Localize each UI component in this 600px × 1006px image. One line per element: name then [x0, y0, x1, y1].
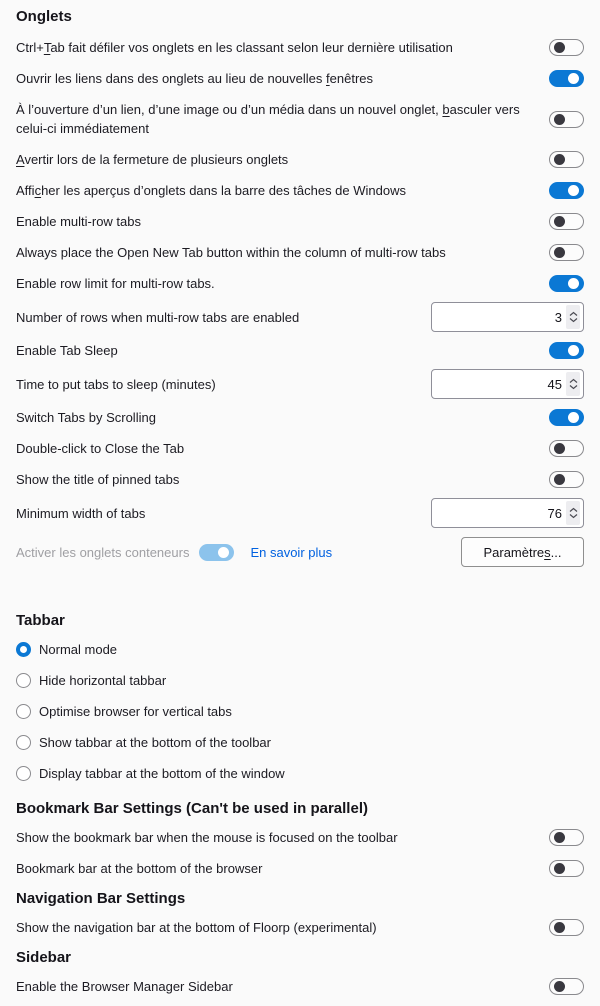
setting-row-switch-to-new-tab	[16, 100, 584, 138]
number-input-value: 3	[554, 309, 562, 325]
setting-label: Show the navigation bar at the bottom of Floorp (experimental)	[16, 920, 377, 935]
setting-row-tab-sleep	[16, 341, 584, 360]
setting-label: Number of rows when multi-row tabs are enabled	[16, 309, 300, 325]
setting-row-bookmark-bar-hover	[16, 828, 584, 847]
setting-row-ctrl-tab	[16, 38, 584, 57]
toggle-switch[interactable]	[549, 440, 584, 457]
setting-row-row-limit	[16, 274, 584, 293]
setting-row-warn-close-multiple	[16, 150, 584, 169]
setting-label: Switch Tabs by Scrolling	[16, 410, 156, 425]
setting-row-multirow-tabs	[16, 212, 584, 231]
radio-row-normal-mode	[16, 640, 584, 659]
toggle-knob	[554, 863, 565, 874]
setting-label: Enable Tab Sleep	[16, 343, 118, 358]
setting-label: À l’ouverture d’un lien, d’une image ou d’un média dans un nouvel onglet, basculer vers celui-ci immédiatement	[16, 102, 520, 136]
setting-label: Enable the Browser Manager Sidebar	[16, 979, 233, 994]
toggle-knob	[568, 73, 579, 84]
radio-button[interactable]	[16, 766, 31, 781]
radio-button[interactable]	[16, 735, 31, 750]
setting-label: Ctrl+Tab fait défiler vos onglets en les classant selon leur dernière utilisation	[16, 40, 453, 55]
toggle-knob	[554, 247, 565, 258]
container-tabs-label: Activer les onglets conteneurs	[16, 544, 190, 560]
section-title-navigation-bar: Navigation Bar Settings	[16, 890, 186, 907]
number-spinner[interactable]	[566, 305, 580, 329]
toggle-knob	[568, 278, 579, 289]
setting-row-container-tabs	[16, 537, 584, 567]
toggle-knob	[554, 922, 565, 933]
setting-row-open-links-in-tabs	[16, 69, 584, 88]
toggle-switch[interactable]	[549, 860, 584, 877]
setting-row-sleep-minutes	[16, 369, 584, 399]
toggle-switch[interactable]	[549, 213, 584, 230]
setting-label: Show the title of pinned tabs	[16, 472, 180, 487]
toggle-switch[interactable]	[549, 978, 584, 995]
toggle-knob	[554, 832, 565, 843]
setting-row-pinned-tab-title	[16, 470, 584, 489]
section-title-sidebar: Sidebar	[16, 949, 72, 966]
toggle-knob	[554, 443, 565, 454]
radio-row-hide-horizontal-tabbar	[16, 671, 584, 690]
setting-row-min-tab-width	[16, 498, 584, 528]
radio-label[interactable]: Hide horizontal tabbar	[39, 673, 167, 688]
setting-row-navbar-bottom	[16, 918, 584, 937]
setting-row-taskbar-previews	[16, 181, 584, 200]
radio-label[interactable]: Optimise browser for vertical tabs	[39, 704, 232, 719]
radio-row-tabbar-bottom-toolbar	[16, 733, 584, 752]
radio-row-vertical-tabs	[16, 702, 584, 721]
setting-label: Show the bookmark bar when the mouse is focused on the toolbar	[16, 830, 398, 845]
toggle-knob	[568, 185, 579, 196]
spinner-down-icon	[569, 317, 578, 323]
toggle-knob	[554, 216, 565, 227]
number-input[interactable]	[431, 302, 584, 332]
number-input-value: 45	[547, 376, 562, 392]
setting-label: Minimum width of tabs	[16, 505, 146, 521]
radio-label[interactable]: Show tabbar at the bottom of the toolbar	[39, 735, 271, 750]
number-input[interactable]	[431, 369, 584, 399]
toggle-switch[interactable]	[549, 39, 584, 56]
toggle-switch[interactable]	[549, 471, 584, 488]
toggle-switch[interactable]	[549, 342, 584, 359]
number-spinner[interactable]	[566, 372, 580, 396]
toggle-knob	[568, 345, 579, 356]
radio-label[interactable]: Normal mode	[39, 642, 118, 657]
number-input-value: 76	[547, 505, 562, 521]
setting-label: Enable row limit for multi-row tabs.	[16, 276, 215, 291]
spinner-down-icon	[569, 384, 578, 390]
number-spinner[interactable]	[566, 501, 580, 525]
setting-row-switch-by-scroll	[16, 408, 584, 427]
container-settings-button[interactable]: Paramètre s ...	[461, 537, 584, 567]
setting-label: Always place the Open New Tab button within the column of multi-row tabs	[16, 245, 446, 260]
setting-row-dblclick-close	[16, 439, 584, 458]
toggle-switch[interactable]	[549, 70, 584, 87]
radio-button[interactable]	[16, 642, 31, 657]
toggle-switch[interactable]	[549, 151, 584, 168]
toggle-knob	[554, 154, 565, 165]
setting-row-number-of-rows	[16, 302, 584, 332]
toggle-knob	[554, 981, 565, 992]
toggle-switch[interactable]	[549, 409, 584, 426]
section-title-tabbar: Tabbar	[16, 612, 65, 629]
radio-label[interactable]: Display tabbar at the bottom of the window	[39, 766, 285, 781]
toggle-switch[interactable]	[549, 829, 584, 846]
toggle-switch[interactable]	[549, 919, 584, 936]
toggle-switch[interactable]	[549, 111, 584, 128]
toggle-switch[interactable]	[549, 275, 584, 292]
learn-more-link[interactable]: En savoir plus	[250, 544, 333, 560]
setting-label: Avertir lors de la fermeture de plusieurs onglets	[16, 152, 289, 167]
setting-row-browser-manager-sidebar	[16, 977, 584, 996]
radio-row-tabbar-bottom-window	[16, 764, 584, 783]
section-title-bookmark-bar: Bookmark Bar Settings (Can't be used in parallel)	[16, 800, 368, 817]
toggle-switch[interactable]	[549, 244, 584, 261]
setting-label: Enable multi-row tabs	[16, 214, 141, 229]
toggle-knob	[554, 42, 565, 53]
toggle-switch[interactable]	[549, 182, 584, 199]
setting-row-bookmark-bar-bottom	[16, 859, 584, 878]
toggle-knob	[218, 547, 229, 558]
setting-label: Bookmark bar at the bottom of the browser	[16, 861, 263, 876]
setting-label: Double-click to Close the Tab	[16, 441, 185, 456]
section-title-onglets: Onglets	[16, 8, 72, 25]
spinner-down-icon	[569, 513, 578, 519]
setting-label: Time to put tabs to sleep (minutes)	[16, 376, 216, 392]
radio-button[interactable]	[16, 673, 31, 688]
container-tabs-toggle[interactable]	[199, 544, 234, 561]
number-input[interactable]	[431, 498, 584, 528]
radio-button[interactable]	[16, 704, 31, 719]
setting-label: Afficher les aperçus d’onglets dans la barre des tâches de Windows	[16, 183, 406, 198]
toggle-knob	[568, 412, 579, 423]
toggle-knob	[554, 114, 565, 125]
toggle-knob	[554, 474, 565, 485]
setting-row-newtab-button-column	[16, 243, 584, 262]
setting-label: Ouvrir les liens dans des onglets au lieu de nouvelles fenêtres	[16, 71, 374, 86]
